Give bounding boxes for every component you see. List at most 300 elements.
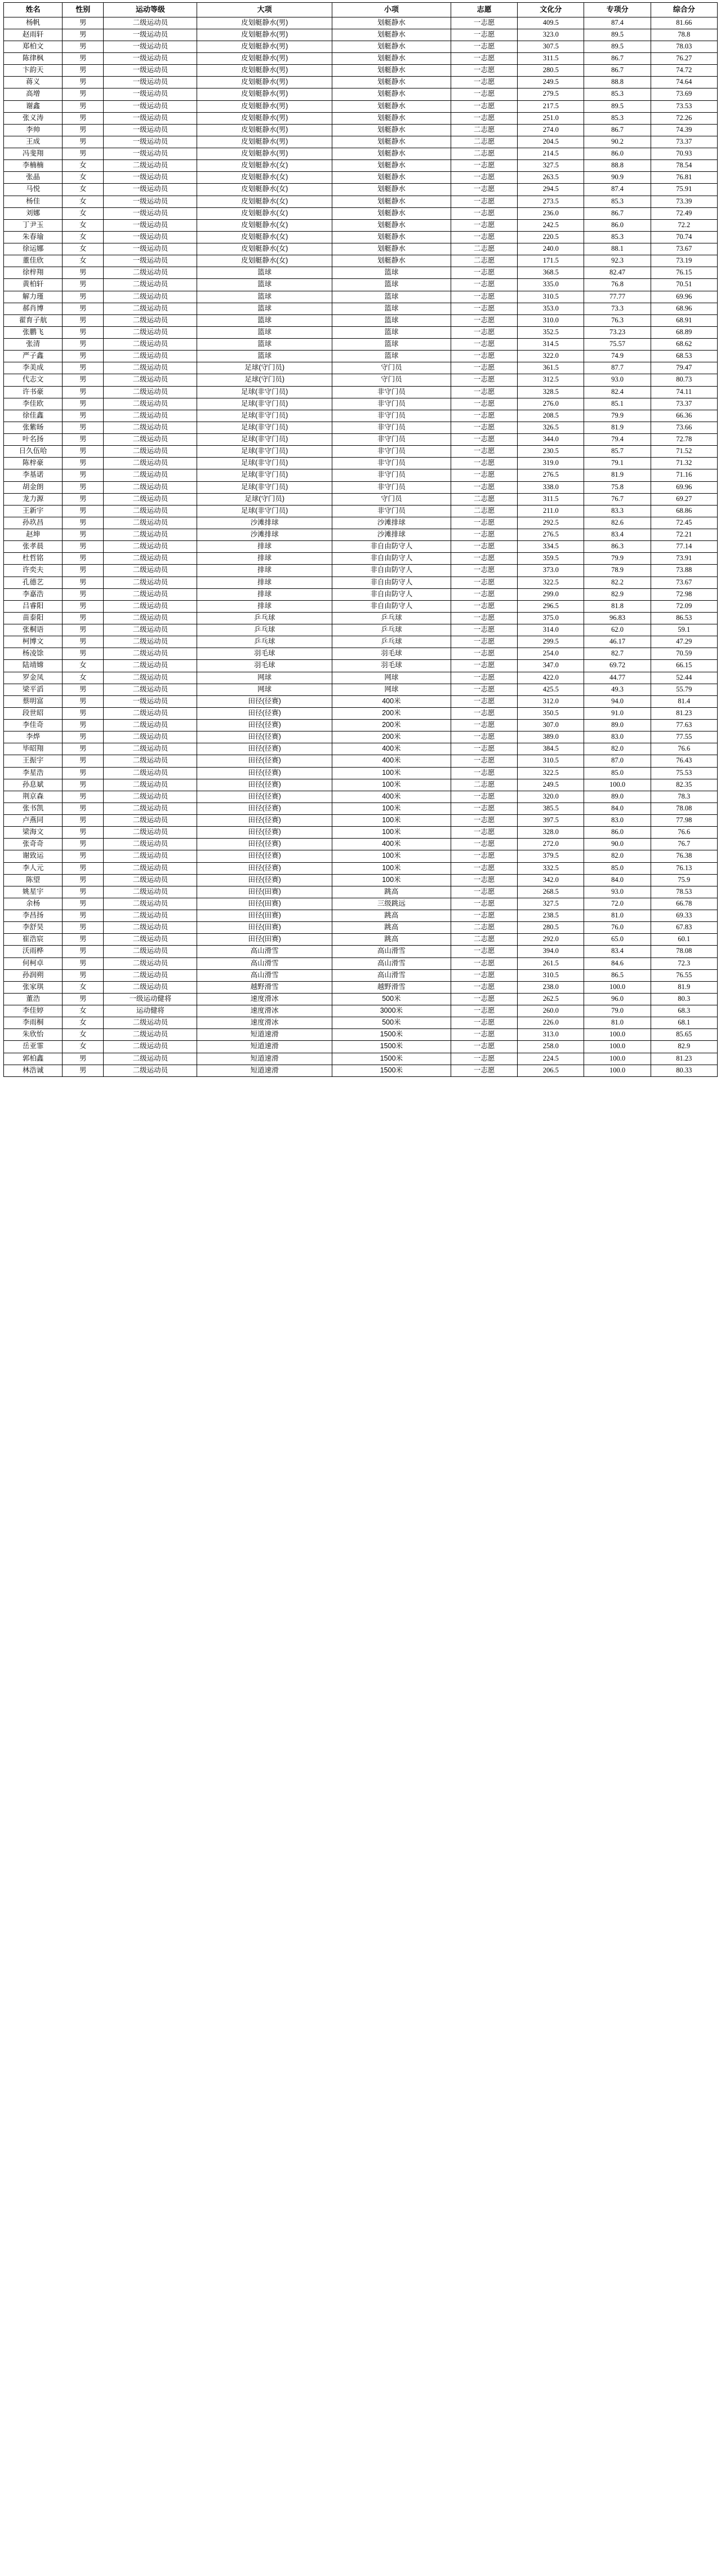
cell-preference: 一志愿 xyxy=(451,374,517,386)
cell-name: 李昌扬 xyxy=(4,910,63,922)
cell-preference: 一志愿 xyxy=(451,434,517,446)
cell-name: 杨佳 xyxy=(4,196,63,207)
cell-name: 李人元 xyxy=(4,862,63,874)
cell-culture-score: 280.5 xyxy=(518,922,584,934)
cell-total-score: 76.55 xyxy=(651,969,717,981)
cell-name: 何柯卓 xyxy=(4,957,63,969)
cell-sex: 男 xyxy=(63,600,104,612)
cell-sport-level: 二级运动员 xyxy=(104,707,197,719)
cell-name: 梁海文 xyxy=(4,827,63,839)
cell-preference: 一志愿 xyxy=(451,303,517,314)
cell-culture-score: 338.0 xyxy=(518,481,584,493)
cell-total-score: 70.51 xyxy=(651,279,717,291)
cell-name: 崔浩宸 xyxy=(4,934,63,946)
cell-preference: 一志愿 xyxy=(451,695,517,707)
cell-preference: 一志愿 xyxy=(451,386,517,398)
cell-major-event: 田径(田赛) xyxy=(197,934,332,946)
cell-preference: 一志愿 xyxy=(451,839,517,850)
cell-minor-event: 非守门员 xyxy=(332,469,451,481)
cell-sex: 女 xyxy=(63,1017,104,1029)
cell-culture-score: 344.0 xyxy=(518,434,584,446)
cell-preference: 一志愿 xyxy=(451,469,517,481)
cell-special-score: 90.2 xyxy=(584,136,651,148)
cell-special-score: 86.0 xyxy=(584,148,651,160)
cell-special-score: 73.23 xyxy=(584,326,651,338)
cell-total-score: 68.3 xyxy=(651,1005,717,1017)
cell-sport-level: 二级运动员 xyxy=(104,767,197,779)
cell-preference: 一志愿 xyxy=(451,684,517,695)
cell-special-score: 93.0 xyxy=(584,886,651,898)
cell-name: 李基诺 xyxy=(4,469,63,481)
cell-sport-level: 二级运动员 xyxy=(104,672,197,684)
cell-minor-event: 100米 xyxy=(332,874,451,886)
cell-name: 陈梓豪 xyxy=(4,458,63,469)
cell-culture-score: 236.0 xyxy=(518,207,584,219)
cell-name: 张桐语 xyxy=(4,624,63,636)
cell-total-score: 81.23 xyxy=(651,707,717,719)
table-row xyxy=(4,267,718,279)
table-row xyxy=(4,100,718,112)
cell-sex: 女 xyxy=(63,1041,104,1053)
table-row xyxy=(4,196,718,207)
cell-total-score: 73.69 xyxy=(651,88,717,100)
cell-minor-event: 200米 xyxy=(332,707,451,719)
cell-minor-event: 沙滩排球 xyxy=(332,517,451,529)
table-row xyxy=(4,1029,718,1041)
cell-sex: 男 xyxy=(63,577,104,588)
cell-minor-event: 非守门员 xyxy=(332,386,451,398)
cell-preference: 一志愿 xyxy=(451,291,517,303)
cell-total-score: 78.03 xyxy=(651,41,717,52)
cell-special-score: 86.3 xyxy=(584,541,651,553)
cell-sport-level: 二级运动员 xyxy=(104,386,197,398)
cell-major-event: 速度滑冰 xyxy=(197,1017,332,1029)
table-row xyxy=(4,481,718,493)
cell-name: 徐梓翔 xyxy=(4,267,63,279)
cell-major-event: 排球 xyxy=(197,565,332,577)
cell-preference: 一志愿 xyxy=(451,815,517,827)
table-row xyxy=(4,862,718,874)
cell-sport-level: 二级运动员 xyxy=(104,874,197,886)
cell-sport-level: 二级运动员 xyxy=(104,827,197,839)
cell-sex: 男 xyxy=(63,850,104,862)
table-row xyxy=(4,922,718,934)
cell-culture-score: 384.5 xyxy=(518,743,584,755)
cell-name: 高增 xyxy=(4,88,63,100)
table-row xyxy=(4,874,718,886)
cell-name: 谢致运 xyxy=(4,850,63,862)
cell-name: 王新宇 xyxy=(4,505,63,517)
cell-sport-level: 二级运动员 xyxy=(104,791,197,802)
table-row xyxy=(4,731,718,743)
cell-sport-level: 一级运动员 xyxy=(104,29,197,41)
cell-minor-event: 划艇静水 xyxy=(332,100,451,112)
cell-sport-level: 二级运动员 xyxy=(104,648,197,660)
cell-name: 孙玖昌 xyxy=(4,517,63,529)
cell-sex: 男 xyxy=(63,695,104,707)
cell-total-score: 75.91 xyxy=(651,184,717,196)
cell-name: 冯斐翔 xyxy=(4,148,63,160)
table-row xyxy=(4,624,718,636)
cell-special-score: 83.0 xyxy=(584,731,651,743)
cell-total-score: 76.43 xyxy=(651,755,717,767)
cell-total-score: 72.21 xyxy=(651,529,717,541)
cell-total-score: 74.72 xyxy=(651,65,717,77)
cell-name: 林浩诚 xyxy=(4,1065,63,1076)
cell-minor-event: 400米 xyxy=(332,839,451,850)
cell-preference: 一志愿 xyxy=(451,1017,517,1029)
cell-preference: 一志愿 xyxy=(451,529,517,541)
cell-major-event: 皮划艇静水(男) xyxy=(197,53,332,65)
cell-sex: 男 xyxy=(63,827,104,839)
cell-total-score: 81.23 xyxy=(651,1053,717,1065)
cell-major-event: 足球(守门员) xyxy=(197,374,332,386)
cell-major-event: 足球(守门员) xyxy=(197,493,332,505)
cell-major-event: 羽毛球 xyxy=(197,648,332,660)
cell-major-event: 排球 xyxy=(197,600,332,612)
cell-name: 张家琪 xyxy=(4,981,63,993)
cell-major-event: 短道速滑 xyxy=(197,1029,332,1041)
table-row xyxy=(4,517,718,529)
cell-major-event: 皮划艇静水(男) xyxy=(197,88,332,100)
cell-sport-level: 二级运动员 xyxy=(104,1029,197,1041)
cell-sport-level: 二级运动员 xyxy=(104,517,197,529)
table-row xyxy=(4,886,718,898)
cell-total-score: 73.37 xyxy=(651,398,717,410)
table-row xyxy=(4,493,718,505)
cell-name: 苗泰阳 xyxy=(4,612,63,624)
cell-preference: 一志愿 xyxy=(451,100,517,112)
cell-total-score: 47.29 xyxy=(651,636,717,648)
cell-culture-score: 320.0 xyxy=(518,791,584,802)
table-row xyxy=(4,386,718,398)
cell-special-score: 82.0 xyxy=(584,743,651,755)
cell-total-score: 77.55 xyxy=(651,731,717,743)
cell-sport-level: 一级运动员 xyxy=(104,124,197,136)
cell-sex: 男 xyxy=(63,136,104,148)
cell-sex: 男 xyxy=(63,553,104,565)
cell-minor-event: 划艇静水 xyxy=(332,196,451,207)
cell-sex: 男 xyxy=(63,434,104,446)
cell-sex: 女 xyxy=(63,231,104,243)
cell-sport-level: 二级运动员 xyxy=(104,422,197,433)
cell-special-score: 76.3 xyxy=(584,314,651,326)
table-row xyxy=(4,505,718,517)
cell-sex: 男 xyxy=(63,731,104,743)
cell-special-score: 82.47 xyxy=(584,267,651,279)
cell-total-score: 70.59 xyxy=(651,648,717,660)
cell-minor-event: 100米 xyxy=(332,862,451,874)
cell-sport-level: 一级运动员 xyxy=(104,184,197,196)
cell-major-event: 足球(非守门员) xyxy=(197,434,332,446)
cell-major-event: 足球(非守门员) xyxy=(197,410,332,422)
cell-name: 卢燕同 xyxy=(4,815,63,827)
cell-culture-score: 272.0 xyxy=(518,839,584,850)
table-row xyxy=(4,1053,718,1065)
cell-preference: 一志愿 xyxy=(451,874,517,886)
cell-culture-score: 276.5 xyxy=(518,469,584,481)
cell-total-score: 78.08 xyxy=(651,802,717,814)
cell-special-score: 76.0 xyxy=(584,922,651,934)
cell-sex: 男 xyxy=(63,77,104,88)
table-row xyxy=(4,255,718,267)
cell-major-event: 田径(径赛) xyxy=(197,743,332,755)
cell-culture-score: 261.5 xyxy=(518,957,584,969)
cell-minor-event: 3000米 xyxy=(332,1005,451,1017)
cell-preference: 一志愿 xyxy=(451,1053,517,1065)
cell-culture-score: 397.5 xyxy=(518,815,584,827)
cell-name: 余杨 xyxy=(4,898,63,910)
cell-total-score: 52.44 xyxy=(651,672,717,684)
column-header-major-event: 大项 xyxy=(197,3,332,17)
cell-total-score: 68.1 xyxy=(651,1017,717,1029)
cell-special-score: 100.0 xyxy=(584,1065,651,1076)
cell-sport-level: 一级运动员 xyxy=(104,231,197,243)
cell-sex: 男 xyxy=(63,505,104,517)
cell-total-score: 82.35 xyxy=(651,779,717,791)
cell-name: 李嘉浩 xyxy=(4,588,63,600)
cell-minor-event: 非守门员 xyxy=(332,422,451,433)
column-header-minor-event: 小项 xyxy=(332,3,451,17)
cell-minor-event: 非守门员 xyxy=(332,458,451,469)
cell-sex: 男 xyxy=(63,100,104,112)
cell-preference: 一志愿 xyxy=(451,827,517,839)
cell-major-event: 乒乓球 xyxy=(197,612,332,624)
cell-major-event: 足球(守门员) xyxy=(197,362,332,374)
cell-special-score: 86.5 xyxy=(584,969,651,981)
cell-culture-score: 425.5 xyxy=(518,684,584,695)
table-row xyxy=(4,600,718,612)
cell-major-event: 田径(径赛) xyxy=(197,850,332,862)
cell-culture-score: 249.5 xyxy=(518,77,584,88)
cell-special-score: 83.4 xyxy=(584,529,651,541)
cell-minor-event: 1500米 xyxy=(332,1065,451,1076)
cell-total-score: 80.3 xyxy=(651,993,717,1005)
cell-special-score: 79.4 xyxy=(584,434,651,446)
cell-preference: 一志愿 xyxy=(451,53,517,65)
cell-major-event: 田径(径赛) xyxy=(197,874,332,886)
table-row xyxy=(4,41,718,52)
cell-sex: 男 xyxy=(63,720,104,731)
table-row xyxy=(4,351,718,362)
cell-culture-score: 230.5 xyxy=(518,446,584,458)
cell-sex: 男 xyxy=(63,112,104,124)
cell-sex: 男 xyxy=(63,481,104,493)
cell-total-score: 78.3 xyxy=(651,791,717,802)
table-row xyxy=(4,1065,718,1076)
cell-sport-level: 一级运动员 xyxy=(104,112,197,124)
cell-preference: 一志愿 xyxy=(451,326,517,338)
cell-major-event: 篮球 xyxy=(197,279,332,291)
cell-minor-event: 跳高 xyxy=(332,910,451,922)
cell-sex: 男 xyxy=(63,446,104,458)
cell-special-score: 83.3 xyxy=(584,505,651,517)
table-row xyxy=(4,374,718,386)
cell-preference: 一志愿 xyxy=(451,862,517,874)
cell-major-event: 田径(径赛) xyxy=(197,839,332,850)
cell-name: 郭柏鑫 xyxy=(4,1053,63,1065)
cell-sport-level: 二级运动员 xyxy=(104,529,197,541)
cell-sex: 男 xyxy=(63,493,104,505)
cell-total-score: 74.64 xyxy=(651,77,717,88)
cell-major-event: 田径(径赛) xyxy=(197,802,332,814)
table-row xyxy=(4,946,718,957)
cell-minor-event: 划艇静水 xyxy=(332,231,451,243)
cell-special-score: 100.0 xyxy=(584,779,651,791)
cell-sex: 女 xyxy=(63,184,104,196)
cell-total-score: 60.1 xyxy=(651,934,717,946)
cell-culture-score: 211.0 xyxy=(518,505,584,517)
cell-major-event: 田径(径赛) xyxy=(197,862,332,874)
cell-sport-level: 二级运动员 xyxy=(104,493,197,505)
cell-sport-level: 二级运动员 xyxy=(104,898,197,910)
cell-culture-score: 274.0 xyxy=(518,124,584,136)
cell-culture-score: 311.5 xyxy=(518,53,584,65)
cell-minor-event: 跳高 xyxy=(332,922,451,934)
header-row xyxy=(4,3,718,17)
cell-special-score: 76.8 xyxy=(584,279,651,291)
cell-culture-score: 262.5 xyxy=(518,993,584,1005)
cell-total-score: 66.36 xyxy=(651,410,717,422)
cell-name: 朱欣怡 xyxy=(4,1029,63,1041)
cell-sport-level: 一级运动员 xyxy=(104,65,197,77)
cell-minor-event: 篮球 xyxy=(332,326,451,338)
cell-name: 李佳婷 xyxy=(4,1005,63,1017)
cell-special-score: 77.77 xyxy=(584,291,651,303)
cell-sex: 男 xyxy=(63,541,104,553)
cell-special-score: 91.0 xyxy=(584,707,651,719)
cell-culture-score: 171.5 xyxy=(518,255,584,267)
cell-culture-score: 268.5 xyxy=(518,886,584,898)
cell-preference: 二志愿 xyxy=(451,243,517,255)
table-row xyxy=(4,839,718,850)
cell-total-score: 73.91 xyxy=(651,553,717,565)
cell-name: 黄柏轩 xyxy=(4,279,63,291)
cell-major-event: 速度滑冰 xyxy=(197,993,332,1005)
cell-total-score: 73.37 xyxy=(651,136,717,148)
cell-major-event: 皮划艇静水(男) xyxy=(197,29,332,41)
cell-sport-level: 二级运动员 xyxy=(104,434,197,446)
cell-sport-level: 二级运动员 xyxy=(104,636,197,648)
cell-culture-score: 342.0 xyxy=(518,874,584,886)
table-row xyxy=(4,755,718,767)
cell-sport-level: 二级运动员 xyxy=(104,577,197,588)
cell-sex: 男 xyxy=(63,612,104,624)
cell-minor-event: 乒乓球 xyxy=(332,636,451,648)
cell-sport-level: 二级运动员 xyxy=(104,946,197,957)
cell-culture-score: 310.5 xyxy=(518,755,584,767)
column-header-name: 姓名 xyxy=(4,3,63,17)
cell-culture-score: 206.5 xyxy=(518,1065,584,1076)
cell-special-score: 85.7 xyxy=(584,446,651,458)
cell-culture-score: 394.0 xyxy=(518,946,584,957)
cell-sport-level: 一级运动员 xyxy=(104,77,197,88)
cell-culture-score: 332.5 xyxy=(518,862,584,874)
cell-sport-level: 二级运动员 xyxy=(104,374,197,386)
cell-major-event: 田径(径赛) xyxy=(197,695,332,707)
cell-sport-level: 一级运动员 xyxy=(104,196,197,207)
cell-total-score: 69.96 xyxy=(651,481,717,493)
cell-minor-event: 非自由防守人 xyxy=(332,565,451,577)
cell-total-score: 77.63 xyxy=(651,720,717,731)
cell-total-score: 68.89 xyxy=(651,326,717,338)
cell-sex: 男 xyxy=(63,279,104,291)
cell-sex: 男 xyxy=(63,898,104,910)
table-row xyxy=(4,791,718,802)
cell-sport-level: 二级运动员 xyxy=(104,291,197,303)
cell-culture-score: 314.5 xyxy=(518,339,584,351)
cell-name: 沃雨桦 xyxy=(4,946,63,957)
cell-total-score: 81.4 xyxy=(651,695,717,707)
cell-special-score: 79.1 xyxy=(584,458,651,469)
cell-sex: 男 xyxy=(63,957,104,969)
cell-sex: 男 xyxy=(63,815,104,827)
cell-preference: 一志愿 xyxy=(451,160,517,172)
cell-total-score: 70.93 xyxy=(651,148,717,160)
cell-preference: 一志愿 xyxy=(451,767,517,779)
cell-preference: 一志愿 xyxy=(451,410,517,422)
cell-sex: 女 xyxy=(63,672,104,684)
cell-special-score: 73.3 xyxy=(584,303,651,314)
cell-total-score: 73.67 xyxy=(651,243,717,255)
cell-name: 李佳奇 xyxy=(4,720,63,731)
cell-culture-score: 347.0 xyxy=(518,660,584,672)
cell-special-score: 89.0 xyxy=(584,791,651,802)
cell-preference: 一志愿 xyxy=(451,946,517,957)
table-row xyxy=(4,588,718,600)
cell-minor-event: 羽毛球 xyxy=(332,660,451,672)
cell-culture-score: 214.5 xyxy=(518,148,584,160)
cell-preference: 一志愿 xyxy=(451,29,517,41)
cell-sport-level: 二级运动员 xyxy=(104,600,197,612)
cell-special-score: 100.0 xyxy=(584,981,651,993)
cell-sex: 男 xyxy=(63,53,104,65)
table-row xyxy=(4,553,718,565)
cell-preference: 一志愿 xyxy=(451,88,517,100)
cell-name: 谢鑫 xyxy=(4,100,63,112)
cell-major-event: 田径(径赛) xyxy=(197,791,332,802)
cell-name: 李舒昊 xyxy=(4,922,63,934)
cell-major-event: 排球 xyxy=(197,577,332,588)
cell-major-event: 田径(径赛) xyxy=(197,767,332,779)
cell-name: 梁平滔 xyxy=(4,684,63,695)
cell-sex: 男 xyxy=(63,41,104,52)
cell-major-event: 田径(径赛) xyxy=(197,815,332,827)
cell-name: 段世昭 xyxy=(4,707,63,719)
cell-name: 卞韵天 xyxy=(4,65,63,77)
cell-special-score: 85.3 xyxy=(584,112,651,124)
cell-culture-score: 296.5 xyxy=(518,600,584,612)
cell-minor-event: 1500米 xyxy=(332,1029,451,1041)
cell-name: 张鹏飞 xyxy=(4,326,63,338)
cell-minor-event: 篮球 xyxy=(332,279,451,291)
table-row xyxy=(4,279,718,291)
cell-minor-event: 400米 xyxy=(332,791,451,802)
table-row xyxy=(4,541,718,553)
cell-sex: 男 xyxy=(63,874,104,886)
cell-special-score: 85.0 xyxy=(584,767,651,779)
cell-name: 杨帆 xyxy=(4,17,63,29)
table-row xyxy=(4,672,718,684)
cell-special-score: 86.7 xyxy=(584,65,651,77)
cell-major-event: 篮球 xyxy=(197,303,332,314)
cell-minor-event: 羽毛球 xyxy=(332,648,451,660)
cell-preference: 一志愿 xyxy=(451,791,517,802)
cell-name: 徐佳鑫 xyxy=(4,410,63,422)
cell-sport-level: 一级运动员 xyxy=(104,53,197,65)
cell-sport-level: 一级运动员 xyxy=(104,172,197,184)
cell-major-event: 皮划艇静水(女) xyxy=(197,184,332,196)
